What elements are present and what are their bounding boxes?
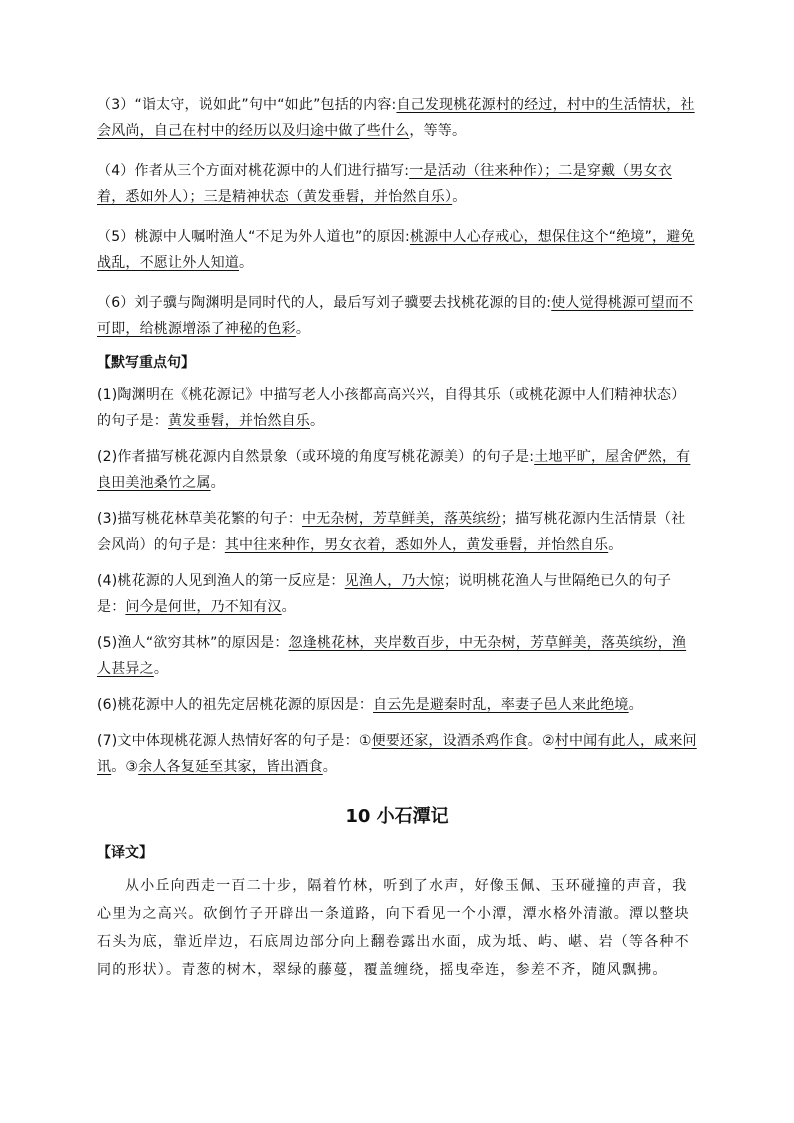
answer-text: 自云先是避秦时乱，率妻子邑人来此绝境 [373,697,629,713]
answer-text: 余人各复延至其家，皆出酒食 [138,759,323,775]
dictation-5 [97,630,697,682]
chapter-title: 10 小石潭记 [345,806,449,827]
question-text: ；描写桃花源内生活情景（社会风尚）的句子是： [97,511,686,553]
answer-text: 问今是何世，乃不知有汉 [125,599,282,615]
answer-text: 桃源中人心存戒心，想保住这个“绝境”，避免战乱，不愿让外人知道 [97,229,695,271]
question-text: (4)桃花源的人见到渔人的第一反应是： [97,573,345,589]
question-text: 。② [527,733,555,749]
question-text: (5)渔人“欲穷其林”的原因是： [97,635,289,651]
question-text: ；说明桃花渔人与世隔绝已久的句子是： [97,573,672,615]
question-text: （3）“诣太守，说如此”句中“如此”包括的内容: [97,97,397,113]
question-tail: ，等等。 [409,123,467,139]
question-4 [97,158,697,210]
question-text: （4）作者从三个方面对桃花源中的人们进行描写: [97,163,410,179]
dictation-4 [97,568,697,620]
answer-text: 中无杂树，芳草鲜美，落英缤纷 [302,511,501,527]
question-tail: 。 [452,189,467,205]
answer-text: 土地平旷，屋舍俨然，有良田美池桑竹之属 [97,449,691,491]
dictation-1 [97,382,697,434]
question-text: (7)文中体现桃花源人热情好客的句子是：① [97,733,372,749]
answer-text: 便要还家，设酒杀鸡作食 [371,733,528,749]
question-text: (6)桃花源中人的祖先定居桃花源的原因是： [97,697,374,713]
question-tail: 。 [153,661,169,677]
translation-heading: 【译文】 [97,845,153,861]
translation-paragraph: 从小丘向西走一百二十步，隔着竹林，听到了水声，好像玉佩、玉环碰撞的声音，我心里为之高兴。砍倒竹子开辟出一条道路，向下看见一个小潭，潭水格外清澈。潭以整块石头为底，靠近岸边，石底周边部分向上翻卷露出水面，成为坻、屿、嵁、岩（等各种不同的形状）。青葱的树木，翠绿的藤蔓，覆盖缠绕，摇曳牵连，参差不齐，随风飘拂。 [97,878,690,978]
dictation-3 [97,506,697,558]
question-3 [97,92,697,144]
question-tail: 。 [608,537,623,553]
question-6 [97,290,697,342]
question-text: (1)陶渊明在《桃花源记》中描写老人小孩都高高兴兴，自得其乐（或桃花源中人们精神状态）的句子是： [97,387,686,429]
document-page [97,92,697,984]
question-tail: 。 [322,759,337,775]
question-text: 。③ [111,759,139,775]
question-tail: 。 [628,697,643,713]
question-5 [97,224,697,276]
answer-text: 忽逢桃花林，夹岸数百步，中无杂树，芳草鲜美，落英缤纷，渔人甚异之 [97,635,687,677]
question-tail: 。 [310,413,325,429]
question-text: （5）桃源中人嘱咐渔人“不足为外人道也”的原因: [97,229,410,245]
question-text: （6）刘子骥与陶渊明是同时代的人，最后写刘子骥要去找桃花源的目的: [97,295,552,311]
dictation-heading: 【默写重点句】 [97,355,195,371]
answer-text: 一是活动（往来种作）；二是穿戴（男女衣着，悉如外人）；三是精神状态（黄发垂髫，并怡然自乐） [97,163,673,205]
dictation-2 [97,444,697,496]
answer-text: 使人觉得桃源可望而不可即，给桃源增添了神秘的色彩 [97,295,694,337]
question-tail: 。 [281,599,296,615]
answer-text: 见渔人，乃大惊 [344,573,445,589]
question-tail: 。 [239,255,254,271]
answer-text: 其中往来种作，男女衣着，悉如外人，黄发垂髫，并怡然自乐 [224,537,609,553]
dictation-6 [97,692,697,718]
answer-text: 自己发现桃花源村的经过，村中的生活情状，社会风尚，自己在村中的经历以及归途中做了些什么 [97,97,695,139]
answer-text: 黄发垂髫，并怡然自乐 [168,413,310,429]
question-text: (2)作者描写桃花源内自然景象（或环境的角度写桃花源美）的句子是: [97,449,535,465]
dictation-7 [97,728,697,780]
question-text: (3)描写桃花林草美花繁的句子： [97,511,303,527]
answer-text: 村中闻有此人，咸来问讯 [97,733,697,775]
question-tail: 。 [210,475,225,491]
question-tail: 。 [295,321,311,337]
